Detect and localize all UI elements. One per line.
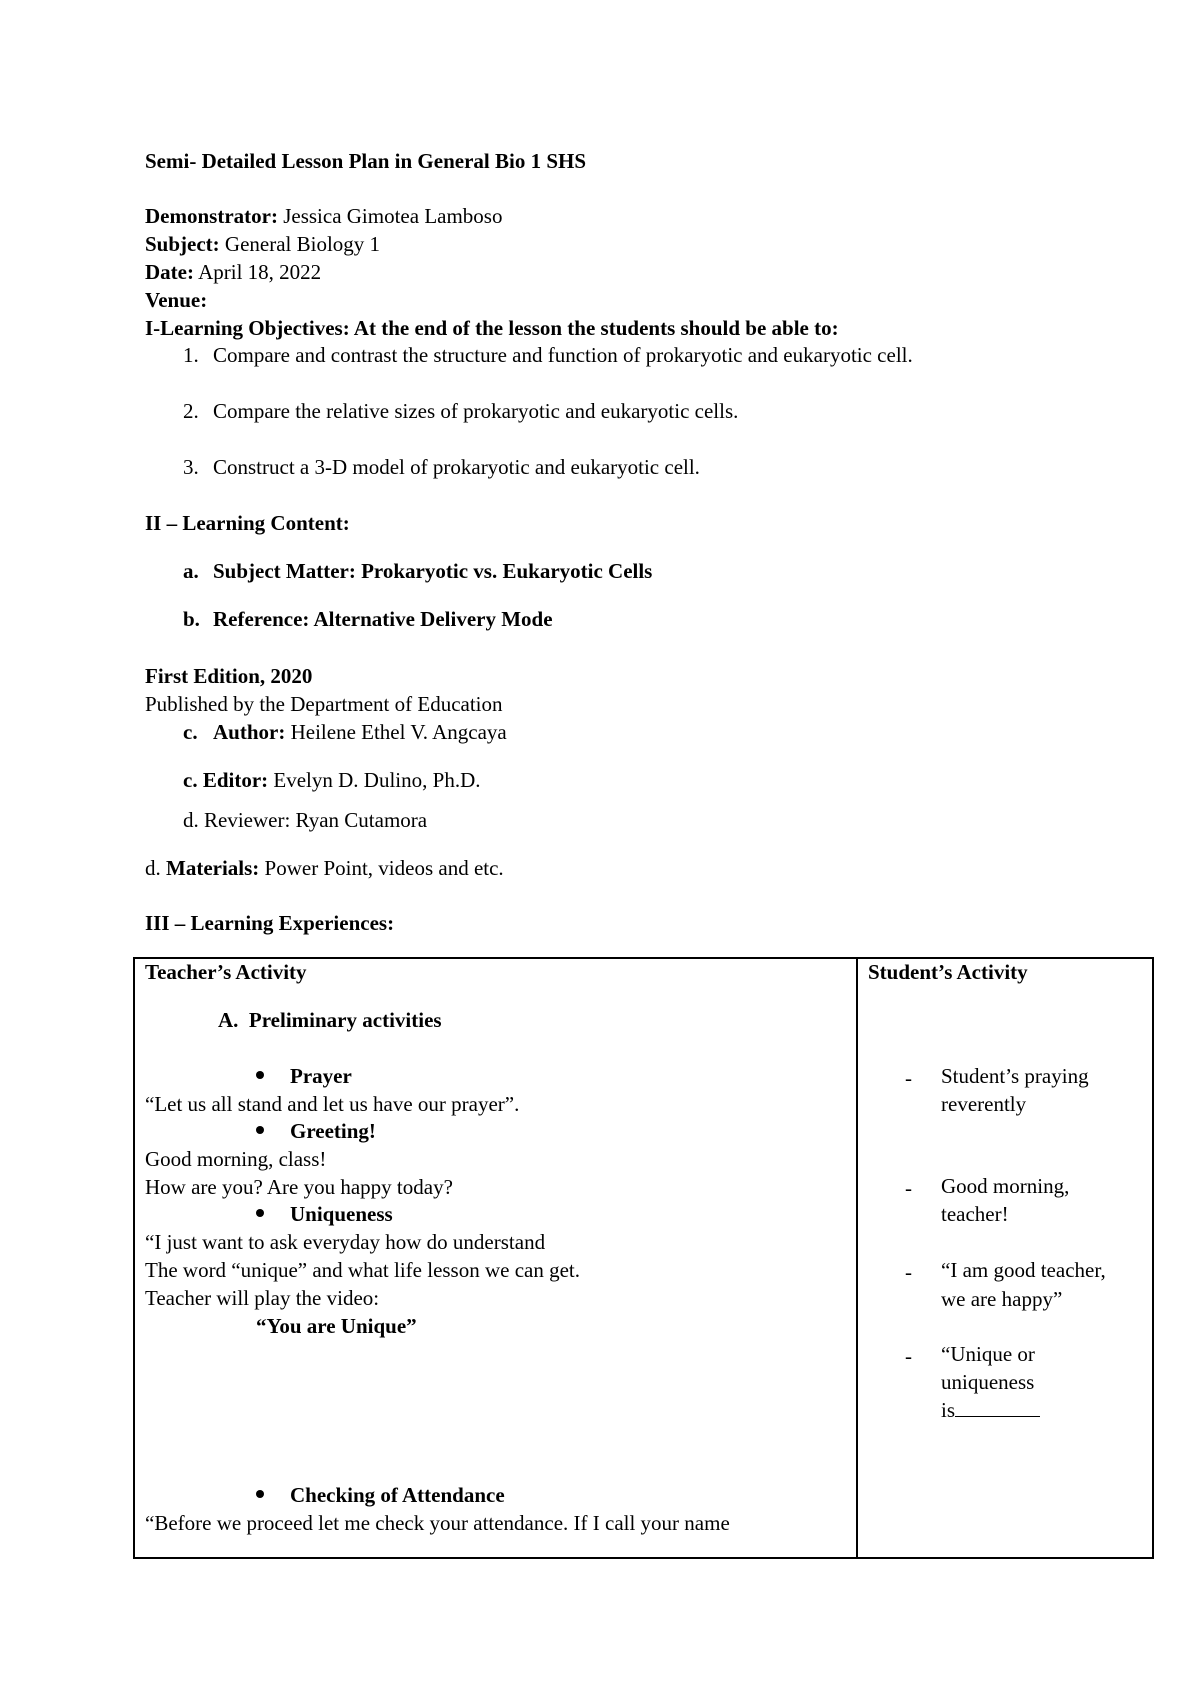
uniqueness-line: “I just want to ask everyday how do understand (145, 1230, 546, 1254)
bullet-icon (256, 1071, 264, 1079)
answer-blank (955, 1400, 1040, 1417)
bullet-icon (256, 1490, 264, 1498)
student-response: “Unique or (941, 1342, 1035, 1366)
reference: b. Reference: Alternative Delivery Mode (183, 607, 553, 631)
prayer-line: “Let us all stand and let us have our prayer”. (145, 1092, 520, 1116)
venue-line: Venue: (145, 288, 208, 312)
attendance-line: “Before we proceed let me check your attendance. If I call your name (145, 1511, 730, 1535)
student-response: uniqueness (941, 1370, 1035, 1394)
bullet-icon (256, 1126, 264, 1134)
preliminary-activities: A. Preliminary activities (218, 1008, 442, 1032)
dash-marker: - (905, 1176, 912, 1200)
edition: First Edition, 2020 (145, 664, 313, 688)
uniqueness-line: The word “unique” and what life lesson we can get. (145, 1258, 581, 1282)
reviewer-line: d. Reviewer: Ryan Cutamora (183, 808, 428, 832)
teacher-activity-header: Teacher’s Activity (145, 960, 307, 984)
greeting-line: Good morning, class! (145, 1147, 327, 1171)
greeting-heading: Greeting! (256, 1121, 376, 1142)
attendance-heading: Checking of Attendance (256, 1485, 505, 1506)
page-title: Semi- Detailed Lesson Plan in General Bio 1 SHS (145, 149, 587, 173)
student-response: we are happy” (941, 1287, 1063, 1311)
student-activity-header: Student’s Activity (868, 960, 1028, 984)
bullet-icon (256, 1209, 264, 1217)
student-response: Student’s praying (941, 1064, 1089, 1088)
date-line: Date: April 18, 2022 (145, 260, 322, 284)
prayer-heading: Prayer (256, 1066, 352, 1087)
subject-line: Subject: General Biology 1 (145, 232, 381, 256)
objective-item: 3. Construct a 3-D model of prokaryotic and eukaryotic cell. (183, 455, 700, 479)
demonstrator-line: Demonstrator: Jessica Gimotea Lamboso (145, 204, 503, 228)
video-title: “You are Unique” (256, 1314, 417, 1338)
objective-item: 2. Compare the relative sizes of prokaryotic and eukaryotic cells. (183, 399, 739, 423)
uniqueness-heading: Uniqueness (256, 1204, 393, 1225)
experiences-heading: III – Learning Experiences: (145, 911, 395, 935)
author-line: c. Author: Heilene Ethel V. Angcaya (183, 720, 507, 744)
table-divider (856, 957, 858, 1559)
uniqueness-line: Teacher will play the video: (145, 1286, 380, 1310)
student-response: reverently (941, 1092, 1027, 1116)
objective-item: 1. Compare and contrast the structure and function of prokaryotic and eukaryotic cell. (183, 343, 913, 367)
content-heading: II – Learning Content: (145, 511, 350, 535)
student-response: is (941, 1400, 1040, 1421)
student-response: Good morning, (941, 1174, 1070, 1198)
dash-marker: - (905, 1066, 912, 1090)
objectives-heading: I-Learning Objectives: At the end of the lesson the students should be able to: (145, 316, 839, 340)
materials-line: d. Materials: Power Point, videos and etc. (145, 856, 504, 880)
dash-marker: - (905, 1260, 912, 1284)
editor-line: c. Editor: Evelyn D. Dulino, Ph.D. (183, 768, 481, 792)
student-response: teacher! (941, 1202, 1009, 1226)
publisher: Published by the Department of Education (145, 692, 503, 716)
greeting-line: How are you? Are you happy today? (145, 1175, 453, 1199)
subject-matter: a. Subject Matter: Prokaryotic vs. Eukaryotic Cells (183, 559, 653, 583)
student-response: “I am good teacher, (941, 1258, 1106, 1282)
dash-marker: - (905, 1344, 912, 1368)
